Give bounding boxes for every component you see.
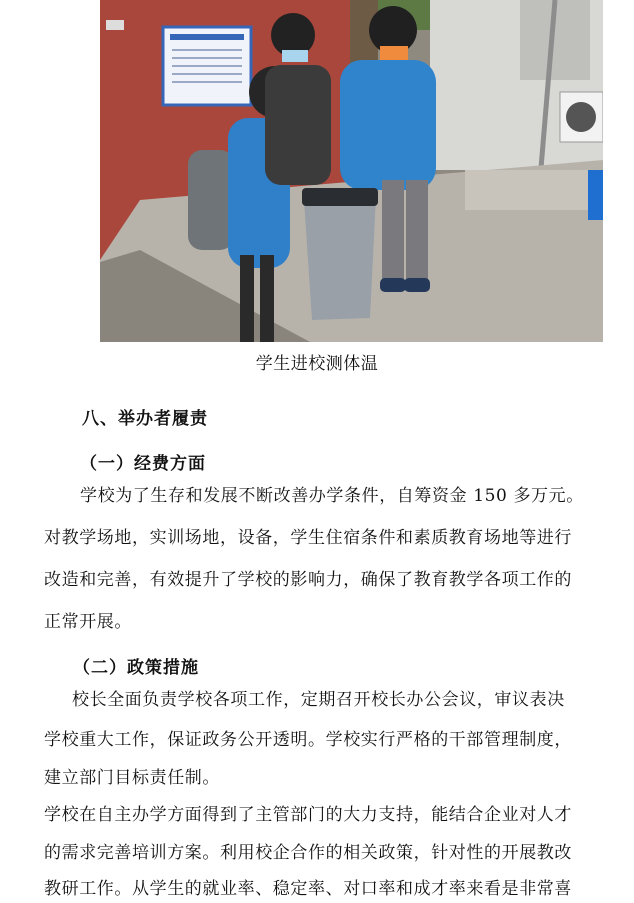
policy-line-3: 建立部门目标责任制。 (44, 768, 220, 788)
policy-line-5: 的需求完善培训方案。利用校企合作的相关政策，针对性的开展教改 (44, 843, 572, 863)
funding-line-4: 正常开展。 (44, 612, 132, 632)
funding-heading: （一）经费方面 (80, 454, 206, 474)
policy-heading: （二）政策措施 (73, 658, 199, 678)
policy-line-4: 学校在自主办学方面得到了主管部门的大力支持，能结合企业对人才 (44, 805, 572, 825)
policy-line-2: 学校重大工作，保证政务公开透明。学校实行严格的干部管理制度， (44, 730, 572, 750)
funding-line-1: 学校为了生存和发展不断改善办学条件，自筹资金 150 多万元。 (80, 486, 584, 506)
photo-caption: 学生进校测体温 (255, 354, 379, 374)
funding-line-2: 对教学场地，实训场地，设备，学生住宿条件和素质教育场地等进行 (44, 528, 572, 548)
section-heading: 八、举办者履责 (82, 409, 208, 429)
policy-line-1: 校长全面负责学校各项工作，定期召开校长办公会议，审议表决 (72, 690, 565, 710)
policy-line-6: 教研工作。从学生的就业率、稳定率、对口率和成才率来看是非常喜 (44, 879, 572, 899)
funding-line-3: 改造和完善，有效提升了学校的影响力，确保了教育教学各项工作的 (44, 570, 572, 590)
student-temperature-photo (100, 0, 603, 342)
